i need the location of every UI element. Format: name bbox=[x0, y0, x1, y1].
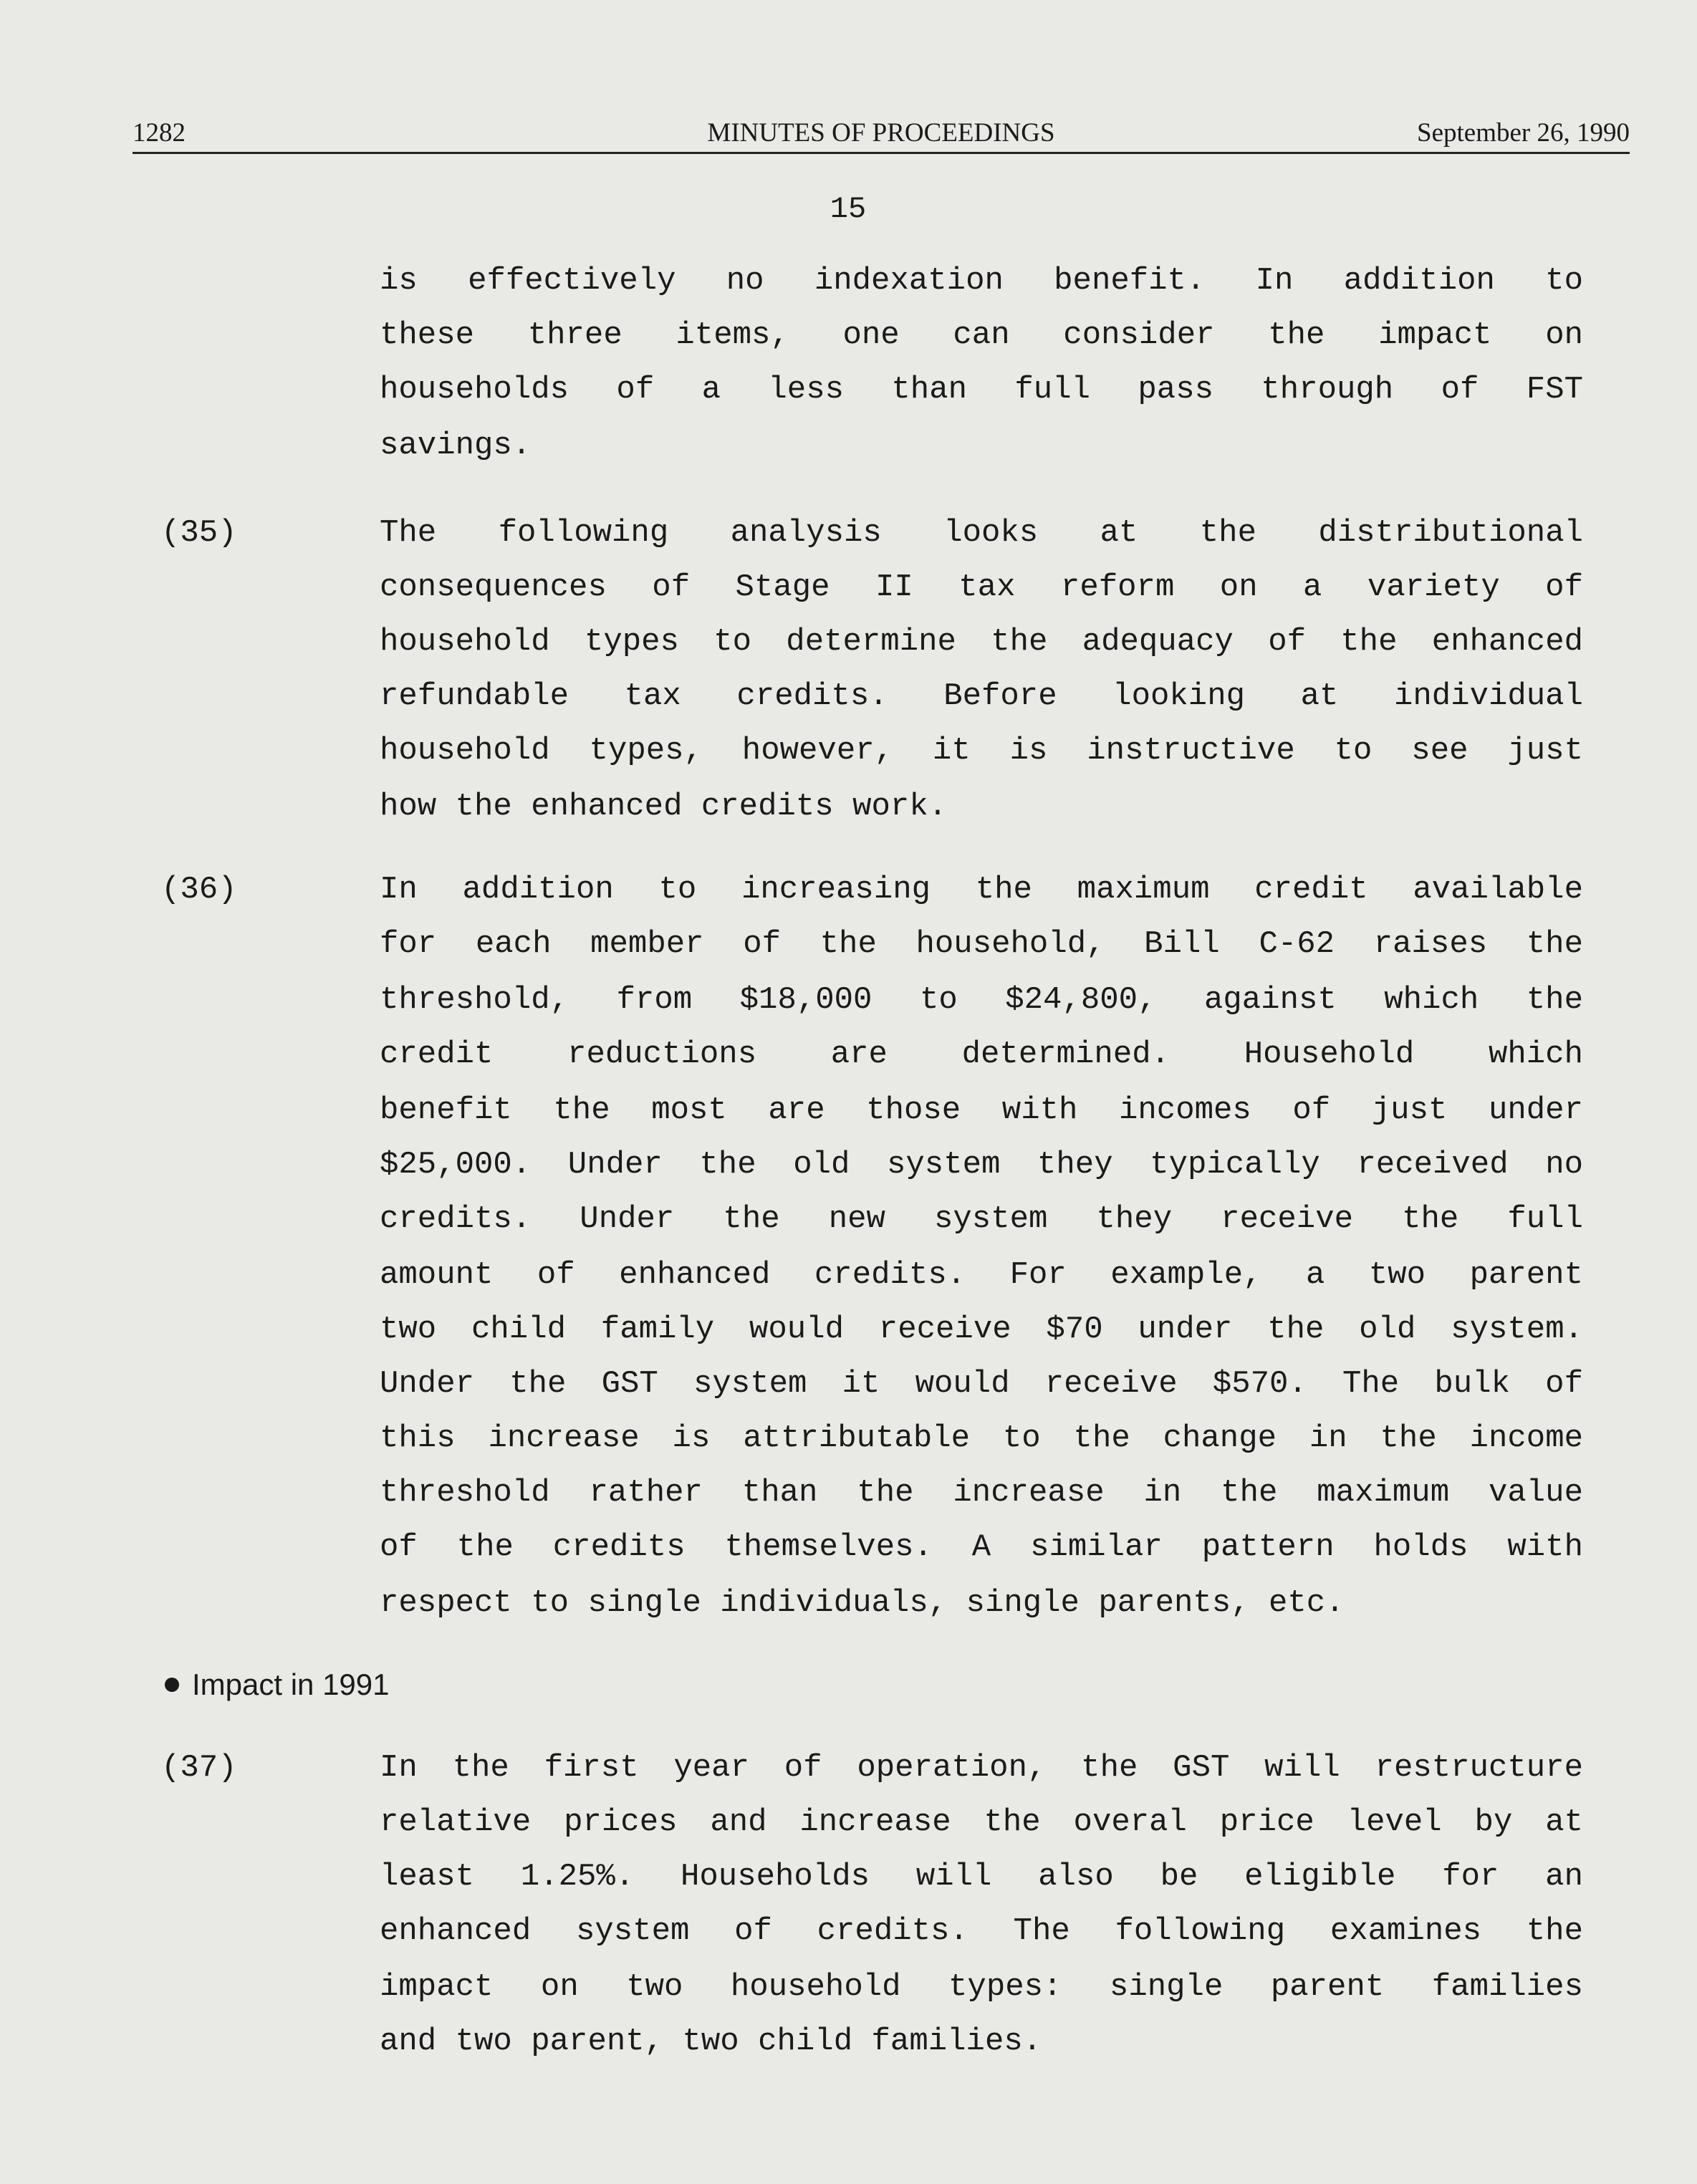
paragraph-line: least 1.25%. Households will also be eligible for an bbox=[380, 1859, 1583, 1895]
section-heading bbox=[165, 1663, 390, 1706]
paragraph-line: relative prices and increase the overal price level by at bbox=[380, 1804, 1583, 1840]
paragraph-line: consequences of Stage II tax reform on a variety of bbox=[380, 569, 1583, 605]
page-header bbox=[133, 115, 1630, 154]
paragraph-line: threshold, from $18,000 to $24,800, against which the bbox=[380, 982, 1583, 1018]
paragraph-line: credit reductions are determined. Household which bbox=[380, 1036, 1583, 1072]
header-date: September 26, 1990 bbox=[1417, 118, 1630, 148]
bullet-icon bbox=[165, 1678, 179, 1692]
paragraph-number: (35) bbox=[161, 515, 237, 551]
paragraph-line: enhanced system of credits. The following examines the bbox=[380, 1913, 1583, 1949]
paragraph-line: household types to determine the adequacy of the enhanced bbox=[380, 624, 1583, 660]
paragraph-line: for each member of the household, Bill C-62 raises the bbox=[380, 926, 1583, 962]
paragraph-line: Under the GST system it would receive $570. The bulk of bbox=[380, 1366, 1583, 1402]
paragraph-line: and two parent, two child families. bbox=[380, 2024, 1042, 2059]
paragraph-line: household types, however, it is instructive to see just bbox=[380, 733, 1583, 769]
paragraph-line: of the credits themselves. A similar pattern holds with bbox=[380, 1529, 1583, 1565]
paragraph-line: refundable tax credits. Before looking at individual bbox=[380, 678, 1583, 714]
paragraph-line: In addition to increasing the maximum credit available bbox=[380, 872, 1583, 908]
paragraph-line: is effectively no indexation benefit. In addition to bbox=[380, 263, 1583, 299]
header-page-number: 1282 bbox=[133, 118, 186, 148]
paragraph-line: impact on two household types: single parent families bbox=[380, 1969, 1583, 2005]
page-marker: 15 bbox=[830, 192, 867, 226]
paragraph-line: The following analysis looks at the distributional bbox=[380, 515, 1583, 551]
paragraph-line: benefit the most are those with incomes of just under bbox=[380, 1092, 1583, 1128]
header-title: MINUTES OF PROCEEDINGS bbox=[707, 118, 1055, 148]
paragraph-number: (36) bbox=[161, 872, 237, 908]
paragraph-line: two child family would receive $70 under the old system. bbox=[380, 1312, 1583, 1347]
paragraph-line: respect to single individuals, single parents, etc. bbox=[380, 1585, 1345, 1621]
section-heading-text: Impact in 1991 bbox=[192, 1668, 390, 1701]
paragraph-line: In the first year of operation, the GST will restructure bbox=[380, 1750, 1583, 1786]
paragraph-line: amount of enhanced credits. For example, a two parent bbox=[380, 1257, 1583, 1293]
paragraph-number: (37) bbox=[161, 1750, 237, 1786]
paragraph-line: credits. Under the new system they receive the full bbox=[380, 1201, 1583, 1237]
paragraph-line: $25,000. Under the old system they typically received no bbox=[380, 1147, 1583, 1183]
paragraph-line: how the enhanced credits work. bbox=[380, 789, 948, 824]
paragraph-line: households of a less than full pass through of FST bbox=[380, 372, 1583, 408]
paragraph-line: savings. bbox=[380, 428, 532, 463]
paragraph-line: these three items, one can consider the impact on bbox=[380, 317, 1583, 353]
paragraph-line: this increase is attributable to the change in the income bbox=[380, 1420, 1583, 1456]
paragraph-line: threshold rather than the increase in the maximum value bbox=[380, 1475, 1583, 1511]
